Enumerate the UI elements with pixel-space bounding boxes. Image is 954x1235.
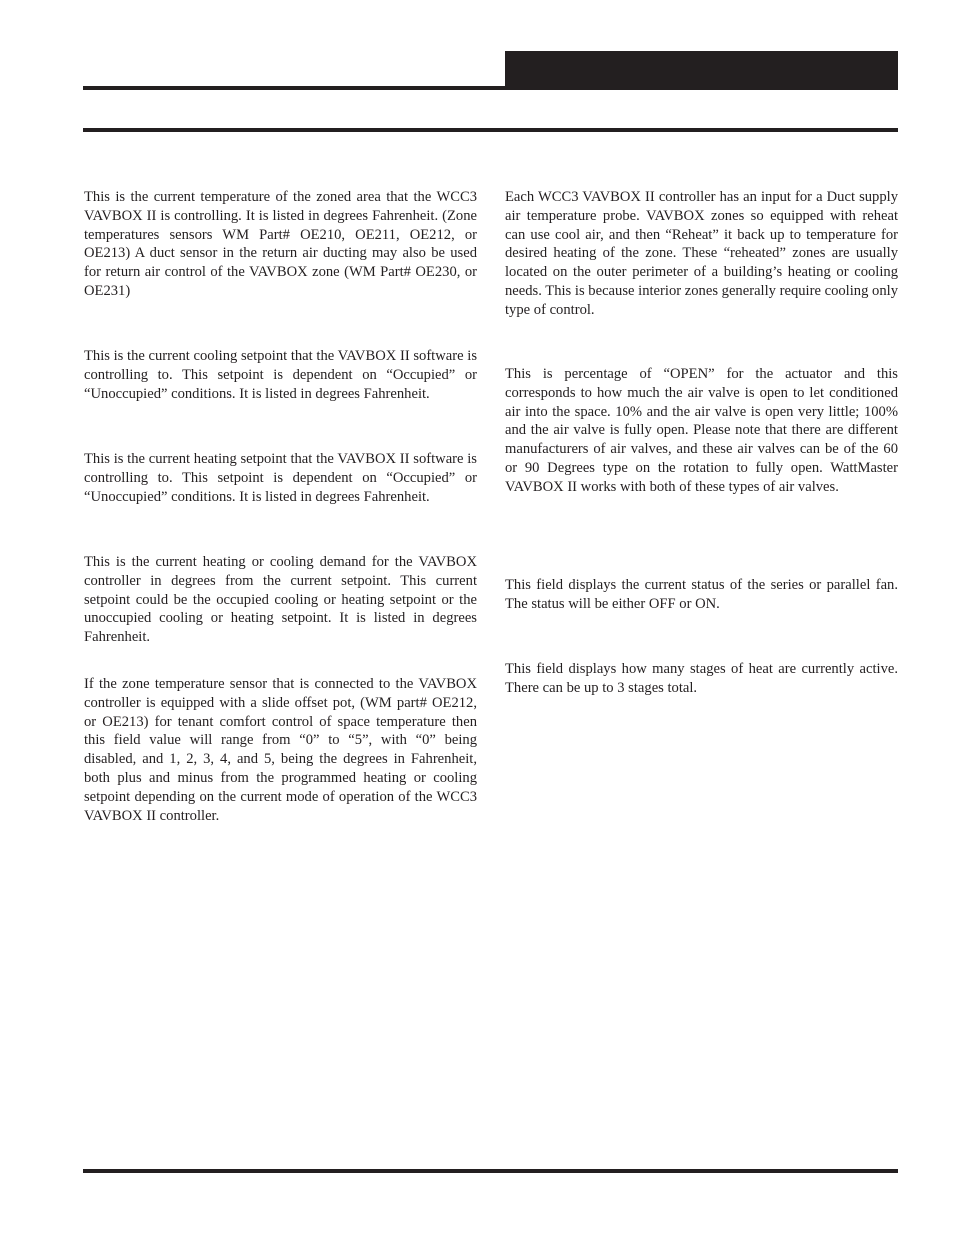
header-bar	[505, 51, 898, 87]
heating-setpoint-description: This is the current heating setpoint that the VAVBOX II software is controlling to. This setpoint is dependent on “Occupied” or “Unoccupied” conditions. It is listed in degrees Fahrenheit.	[84, 451, 477, 505]
zone-temperature-description: This is the current temperature of the zoned area that the WCC3 VAVBOX II is controlling. It is listed in degrees Fahrenheit. (Zone temperatures sensors WM Part# OE210, OE211, OE212, or OE213) A duct sensor in the return air ducting may also be used for return air control of the VAVBOX zone (WM Part# OE230, or OE231)	[84, 189, 477, 299]
section-rule	[83, 128, 898, 132]
fan-status-description: This field displays the current status of the series or parallel fan. The status will be either OFF or ON.	[505, 577, 898, 612]
demand-description: This is the current heating or cooling demand for the VAVBOX controller in degrees from the current setpoint. This current setpoint could be the occupied cooling or heating setpoint or the unoccupied cooling or heating setpoint. It is listed in degrees Fahrenheit.	[84, 554, 477, 646]
cooling-setpoint-description: This is the current cooling setpoint that the VAVBOX II software is controlling to. This setpoint is dependent on “Occupied” or “Unoccupied” conditions. It is listed in degrees Fahrenheit.	[84, 348, 477, 402]
supply-air-description: Each WCC3 VAVBOX II controller has an input for a Duct supply air temperature probe. VAVBOX zones so equipped with reheat can use cool air, and then “Reheat” it back up to temperature for desired heating of the zone. These “reheated” zones are usually located on the outer perimeter of a building’s heating or cooling needs. This is because interior zones generally require cooling only type of control.	[505, 189, 898, 318]
footer-rule	[83, 1169, 898, 1173]
header-rule	[83, 86, 898, 90]
slide-offset-description: If the zone temperature sensor that is connected to the VAVBOX controller is equipped with a slide offset pot, (WM part# OE212, or OE213) for tenant comfort control of space temperature then this field value will range from “0” to “5”, with “0” being disabled, and 1, 2, 3, 4, and 5, being the degrees in Fahrenheit, both plus and minus from the programmed heating or cooling setpoint depending on the current mode of operation of the WCC3 VAVBOX II controller.	[84, 676, 477, 824]
air-valve-position-description: This is percentage of “OPEN” for the actuator and this corresponds to how much the air valve is open to let conditioned air into the space. 10% and the air valve is open very little; 100% and the air valve is fully open. Please note that there are different manufacturers of air valves, and these air valves can be of the 60 or 90 Degrees type on the rotation to fully open. WattMaster VAVBOX II works with both of these types of air valves.	[505, 366, 898, 495]
heat-stages-description: This field displays how many stages of heat are currently active. There can be up to 3 stages total.	[505, 661, 898, 696]
